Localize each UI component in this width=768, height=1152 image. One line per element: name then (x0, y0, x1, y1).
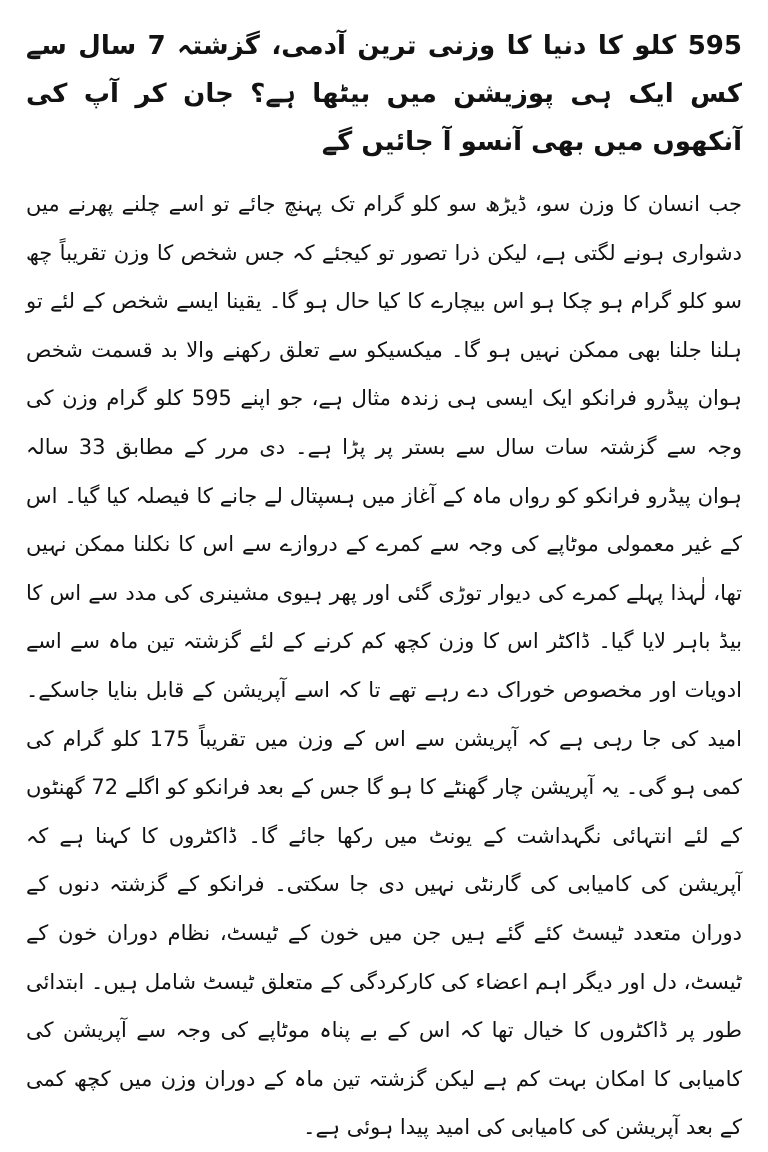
article-body: جب انسان کا وزن سو، ڈیڑھ سو کلو گرام تک پہنچ جائے تو اسے چلنے پھرنے میں دشواری ہونے لگتی ہے، لیکن ذرا تصور تو کیجئے کہ جس شخص کا وزن تقریباً چھ سو کلو گرام ہو چکا ہو اس بیچارے کا کیا حال ہو گا۔ یقینا ایسے شخص کے لئے تو ہلنا جلنا بھی ممکن نہیں ہو گا۔ میکسیکو سے تعلق رکھنے والا بد قسمت شخص ہوان پیڈرو فرانکو ایک ایسی ہی زندہ مثال ہے، جو اپنے 595 کلو گرام وزن کی وجہ سے گزشتہ سات سال سے بستر پر پڑا ہے۔ دی مرر کے مطابق 33 سالہ ہوان پیڈرو فرانکو کو رواں ماہ کے آغاز میں ہسپتال لے جانے کا فیصلہ کیا گیا۔ اس کے غیر معمولی موٹاپے کی وجہ سے کمرے کے دروازے سے اس کا نکلنا ممکن نہیں تھا، لٰہذا پہلے کمرے کی دیوار توڑی گئی اور پھر ہیوی مشینری کی مدد سے اس کا بیڈ باہر لایا گیا۔ ڈاکٹر اس کا وزن کچھ کم کرنے کے لئے گزشتہ تین ماہ سے اسے ادویات اور مخصوص خوراک دے رہے تھے تا کہ اسے آپریشن کے قابل بنایا جاسکے۔ امید کی جا رہی ہے کہ آپریشن سے اس کے وزن میں تقریباً 175 کلو گرام کی کمی ہو گی۔ یہ آپریشن چار گھنٹے کا ہو گا جس کے بعد فرانکو کو اگلے 72 گھنٹوں کے لئے انتہائی نگہداشت کے یونٹ میں رکھا جائے گا۔ ڈاکٹروں کا کہنا ہے کہ آپریشن کی کامیابی کی گارنٹی نہیں دی جا سکتی۔ فرانکو کے گزشتہ دنوں کے دوران متعدد ٹیسٹ کئے گئے ہیں جن میں خون کے ٹیسٹ، نظام دوران خون کے ٹیسٹ، دل اور دیگر اہم اعضاء کی کارکردگی کے متعلق ٹیسٹ شامل ہیں۔ ابتدائی طور پر ڈاکٹروں کا خیال تھا کہ اس کے بے پناہ موٹاپے کی وجہ سے آپریشن کی کامیابی کا امکان بہت کم ہے لیکن گزشتہ تین ماہ کے دوران وزن میں کچھ کمی کے بعد آپریشن کی کامیابی کی امید پیدا ہوئی ہے۔ (26, 192, 743, 1140)
article-headline: 595 کلو کا دنیا کا وزنی ترین آدمی، گزشتہ 7 سال سے کس ایک ہی پوزیشن میں بیٹھا ہے؟ جان کر آپ کی آنکھوں میں بھی آنسو آ جائیں گے (26, 31, 742, 157)
